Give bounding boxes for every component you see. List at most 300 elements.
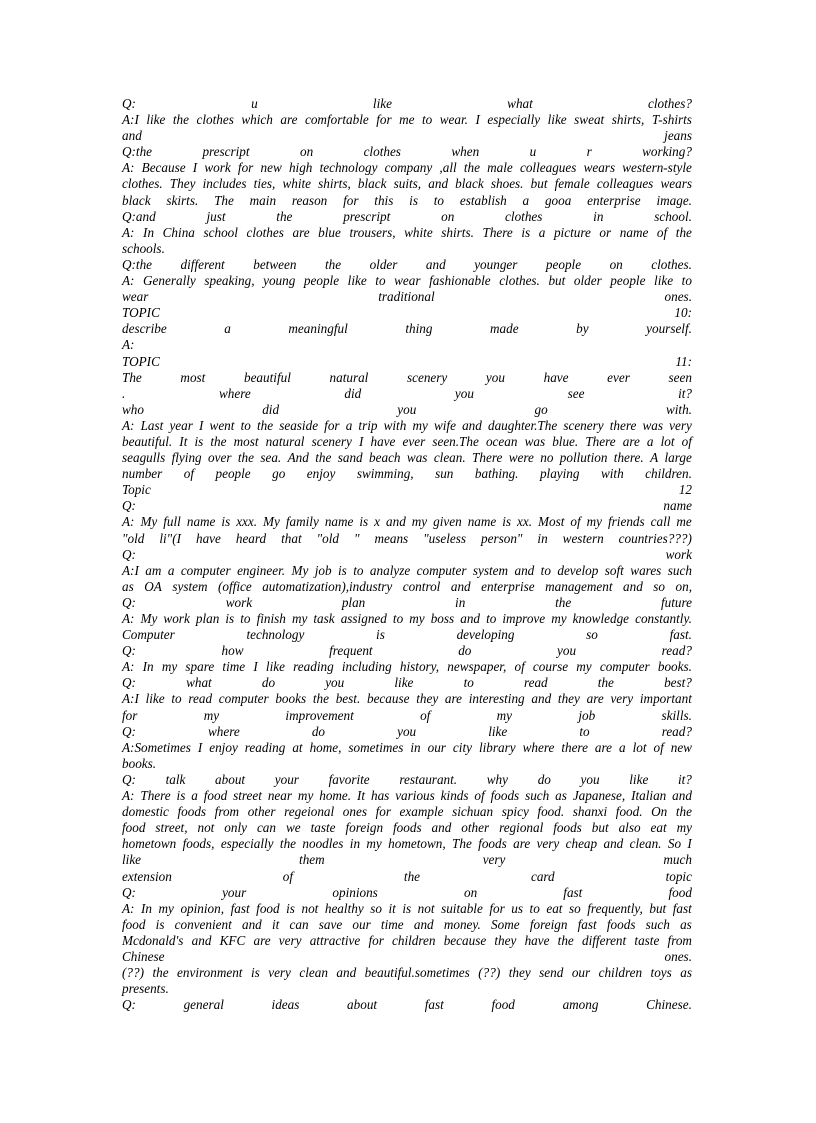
word: younger xyxy=(474,256,518,272)
text-line xyxy=(122,128,692,144)
word: improve xyxy=(502,611,546,626)
word: the xyxy=(557,932,574,948)
word: are xyxy=(292,224,310,240)
word: the xyxy=(324,256,342,272)
word: of xyxy=(570,514,581,530)
word: ones. xyxy=(664,289,692,305)
text-line xyxy=(122,144,692,160)
word: my xyxy=(551,611,567,626)
word: but xyxy=(591,820,609,836)
word: comfortable xyxy=(304,112,369,128)
text-line xyxy=(122,482,692,498)
word: young xyxy=(263,273,296,289)
word: of xyxy=(183,466,195,482)
word: image. xyxy=(656,192,692,208)
word: "old xyxy=(316,530,339,546)
word: means xyxy=(374,530,409,546)
word: regeional xyxy=(284,804,335,820)
word: picture xyxy=(553,224,591,240)
word: suits, xyxy=(393,176,422,192)
text-line xyxy=(122,611,692,627)
word: colleagues xyxy=(519,160,577,176)
word: of xyxy=(653,739,664,755)
word: Q: xyxy=(122,96,136,111)
word: daughter.The xyxy=(487,417,558,433)
word: a xyxy=(522,192,530,208)
text-line xyxy=(122,965,692,981)
word: and xyxy=(386,514,406,530)
word: was xyxy=(406,450,428,466)
word: countries???) xyxy=(618,530,692,546)
word: the xyxy=(256,417,274,433)
word: like xyxy=(654,273,674,289)
word: There xyxy=(585,433,616,449)
word: at xyxy=(292,739,303,755)
text-line xyxy=(122,434,692,450)
text-line xyxy=(122,96,692,112)
word: so xyxy=(370,900,382,916)
word: and xyxy=(672,788,692,804)
word: sea. xyxy=(260,450,282,466)
word: sichuan xyxy=(452,804,494,820)
word: so xyxy=(569,900,581,916)
word: they xyxy=(494,932,517,948)
word: from xyxy=(214,804,240,820)
word: interesting xyxy=(468,691,525,707)
word: you xyxy=(485,369,505,385)
word: name xyxy=(663,498,692,514)
word: like xyxy=(122,852,142,868)
word: the xyxy=(152,965,169,981)
word: with xyxy=(383,417,407,433)
word: children xyxy=(598,965,643,981)
word: over xyxy=(208,450,232,466)
word: computer xyxy=(218,691,269,707)
text-line xyxy=(122,852,692,868)
word: money. xyxy=(443,916,481,932)
word: work xyxy=(163,611,190,626)
word: I xyxy=(192,160,198,176)
word: A: xyxy=(122,273,135,289)
word: like xyxy=(146,112,166,128)
text-line xyxy=(122,901,692,917)
word: food xyxy=(256,900,280,916)
text-line xyxy=(122,273,692,289)
word: to xyxy=(240,611,251,626)
text-line xyxy=(122,724,692,740)
word: A: xyxy=(122,788,135,804)
word: was xyxy=(642,417,663,433)
word: beach xyxy=(369,450,401,466)
word: people xyxy=(303,273,340,289)
word: where xyxy=(218,385,251,401)
word: are xyxy=(253,932,271,948)
word: city xyxy=(452,739,472,755)
word: different xyxy=(582,932,627,948)
word: is xyxy=(194,433,204,449)
text-line xyxy=(122,836,692,852)
word: pollution xyxy=(559,450,608,466)
word: constantly. xyxy=(635,611,692,626)
word: is xyxy=(359,514,369,530)
word: TOPIC xyxy=(122,353,160,369)
word: from xyxy=(667,932,692,948)
word: books xyxy=(275,691,307,707)
word: frequent xyxy=(329,643,373,659)
word: topic xyxy=(665,868,692,884)
word: have xyxy=(195,530,221,546)
word: my xyxy=(297,788,314,804)
word: name xyxy=(324,514,354,530)
word: is xyxy=(502,514,512,530)
text-line xyxy=(122,579,692,595)
word: western xyxy=(562,530,604,546)
word: most xyxy=(233,433,259,449)
word: There xyxy=(482,224,513,240)
word: xx. xyxy=(517,514,533,530)
word: They xyxy=(169,176,196,192)
word: meaningful xyxy=(288,321,348,337)
word: Mcdonald's xyxy=(122,932,184,948)
word: older xyxy=(369,256,398,272)
word: Q: xyxy=(122,594,136,610)
word: has xyxy=(370,788,390,804)
word: who xyxy=(122,401,144,417)
word: of xyxy=(282,868,293,884)
word: is xyxy=(225,611,235,626)
word: like xyxy=(394,675,414,691)
word: eat xyxy=(546,900,563,916)
word: is xyxy=(338,562,347,578)
word: clean. xyxy=(629,836,662,852)
word: includes xyxy=(202,176,247,192)
word: Chinese. xyxy=(646,997,692,1013)
text-line xyxy=(122,772,692,788)
word: the xyxy=(315,450,332,466)
word: wear xyxy=(394,273,421,289)
word: foods xyxy=(393,820,422,836)
word: year xyxy=(169,417,193,433)
word: is xyxy=(521,224,531,240)
word: gooa xyxy=(544,192,572,208)
text-line xyxy=(122,402,692,418)
word: foods xyxy=(478,836,507,852)
word: like xyxy=(347,273,367,289)
word: like xyxy=(629,771,649,787)
word: to xyxy=(540,562,551,578)
text-line xyxy=(122,788,692,804)
word: Q: xyxy=(122,884,136,900)
word: with. xyxy=(665,401,692,417)
word: on xyxy=(609,256,623,272)
word: course xyxy=(532,659,569,675)
word: skirts. xyxy=(166,192,199,208)
word: wares xyxy=(630,562,662,578)
word: what xyxy=(186,675,212,691)
word: Q:the xyxy=(122,256,153,272)
word: went xyxy=(209,417,235,433)
word: other xyxy=(461,820,490,836)
word: ,all xyxy=(439,160,457,176)
text-line xyxy=(122,160,692,176)
word: as xyxy=(680,916,692,932)
word: computer xyxy=(599,659,650,675)
word: Q:and xyxy=(122,208,156,224)
word: knowledge xyxy=(572,611,630,626)
word: work xyxy=(204,160,231,176)
word: books. xyxy=(657,659,692,675)
word: for xyxy=(375,804,391,820)
word: plan xyxy=(341,594,366,610)
word: clean. xyxy=(433,450,466,466)
word: working? xyxy=(642,144,692,160)
word: including xyxy=(341,659,392,675)
word: computer xyxy=(180,562,231,578)
word: system xyxy=(172,578,208,594)
word: ties, xyxy=(253,176,276,192)
word: do xyxy=(261,675,276,691)
word: name xyxy=(619,224,649,240)
word: frequently, xyxy=(587,900,643,916)
word: clothes xyxy=(505,208,543,224)
word: food. xyxy=(615,804,643,820)
word: in xyxy=(455,594,466,610)
word: TOPIC xyxy=(122,305,160,321)
word: foods xyxy=(606,916,636,932)
text-line xyxy=(122,386,692,402)
word: time xyxy=(380,916,404,932)
word: food xyxy=(122,916,146,932)
word: seagulls xyxy=(122,450,166,466)
word: read? xyxy=(661,643,692,659)
word: 11: xyxy=(675,353,692,369)
text-line xyxy=(122,466,692,482)
word: a xyxy=(618,739,626,755)
word: white xyxy=(404,224,433,240)
word: food xyxy=(491,997,515,1013)
word: "useless xyxy=(423,530,467,546)
text-line xyxy=(122,949,692,965)
word: skills. xyxy=(661,707,692,723)
word: Q: xyxy=(122,997,136,1013)
word: large xyxy=(664,450,692,466)
word: did xyxy=(262,401,280,417)
word: they xyxy=(416,691,439,707)
word: traditional xyxy=(378,289,435,305)
word: your xyxy=(274,771,299,787)
word: scenery xyxy=(407,369,448,385)
word: enterprise xyxy=(587,192,641,208)
word: you xyxy=(325,675,345,691)
word: and xyxy=(462,417,482,433)
word: they xyxy=(508,965,531,981)
word: My xyxy=(140,611,158,626)
text-line xyxy=(122,531,692,547)
word: Japanese, xyxy=(572,788,626,804)
word: Because xyxy=(141,160,186,176)
word: black xyxy=(357,176,387,192)
word: different xyxy=(180,256,225,272)
word: Q: xyxy=(122,546,136,562)
word: foods xyxy=(490,788,520,804)
text-line xyxy=(122,659,692,675)
word: you xyxy=(580,771,600,787)
word: Last xyxy=(140,417,164,433)
word: yourself. xyxy=(646,321,692,337)
word: improvement xyxy=(285,707,354,723)
word: are xyxy=(622,433,640,449)
word: It xyxy=(179,433,188,449)
word: to xyxy=(486,611,497,626)
word: foreign xyxy=(529,916,568,932)
word: So xyxy=(667,836,682,852)
text-line: schools. xyxy=(122,240,165,256)
word: lot xyxy=(660,433,675,449)
word: between xyxy=(253,256,297,272)
word: name xyxy=(467,514,497,530)
word: have xyxy=(370,433,396,449)
word: the xyxy=(555,594,572,610)
word: and xyxy=(336,965,357,981)
word: in xyxy=(593,208,604,224)
word: A:I xyxy=(122,112,139,128)
word: of xyxy=(420,707,431,723)
word: the xyxy=(463,160,480,176)
word: a xyxy=(191,788,198,804)
text-line xyxy=(122,289,692,305)
word: In xyxy=(142,659,154,675)
word: company xyxy=(384,160,433,176)
text-line xyxy=(122,225,692,241)
word: A: xyxy=(122,224,135,240)
word: hometown xyxy=(122,836,177,852)
word: best? xyxy=(664,675,692,691)
word: There xyxy=(140,788,171,804)
word: my xyxy=(158,900,174,916)
word: which xyxy=(241,112,273,128)
word: to xyxy=(579,723,590,739)
word: fast xyxy=(424,997,444,1013)
word: foods xyxy=(553,820,582,836)
word: T-shirts xyxy=(651,112,692,128)
word: people xyxy=(545,256,582,272)
word: on xyxy=(441,208,455,224)
text-line xyxy=(122,370,692,386)
word: management xyxy=(545,578,613,594)
text-line xyxy=(122,563,692,579)
word: There xyxy=(472,450,503,466)
text-line xyxy=(122,514,692,530)
word: home. xyxy=(319,788,352,804)
word: me xyxy=(676,514,692,530)
word: x xyxy=(374,514,381,530)
word: is xyxy=(376,627,385,643)
word: there. xyxy=(613,450,644,466)
word: high xyxy=(288,160,313,176)
word: our xyxy=(352,916,371,932)
word: new xyxy=(260,160,282,176)
word: the xyxy=(210,433,227,449)
text-line xyxy=(122,595,692,611)
word: noodles xyxy=(302,836,344,852)
word: for xyxy=(324,417,340,433)
word: technology xyxy=(246,627,305,643)
word: my xyxy=(291,611,308,626)
word: like xyxy=(547,112,567,128)
word: develop xyxy=(557,562,599,578)
word: given xyxy=(433,514,462,530)
text-line xyxy=(122,675,692,691)
word: as xyxy=(122,578,134,594)
word: my xyxy=(411,514,428,530)
word: task xyxy=(313,611,335,626)
word: fast xyxy=(230,900,250,916)
word: I xyxy=(253,659,258,675)
word: sand xyxy=(337,450,363,466)
word: healthy xyxy=(324,900,364,916)
word: but xyxy=(548,273,566,289)
word: of xyxy=(474,788,485,804)
text-line xyxy=(122,820,692,836)
word: very xyxy=(536,836,560,852)
text-line: presents. xyxy=(122,981,169,997)
text-line xyxy=(122,321,692,337)
word: and xyxy=(191,932,212,948)
word: technology xyxy=(319,160,378,176)
word: flying xyxy=(171,450,202,466)
word: the xyxy=(597,675,614,691)
word: engineer. xyxy=(237,562,286,578)
word: where xyxy=(208,723,240,739)
word: or xyxy=(599,224,612,240)
text-line xyxy=(122,804,692,820)
word: about xyxy=(347,997,378,1013)
word: most xyxy=(180,369,206,385)
word: job xyxy=(578,707,596,723)
word: . xyxy=(122,385,126,401)
word: and xyxy=(450,578,471,594)
word: blue xyxy=(318,224,341,240)
word: playing xyxy=(539,466,580,482)
word: because xyxy=(443,932,487,948)
word: was xyxy=(524,433,546,449)
word: beautiful. xyxy=(122,433,173,449)
word: shirts, xyxy=(611,112,645,128)
word: to xyxy=(463,675,474,691)
text-line xyxy=(122,643,692,659)
word: important xyxy=(639,691,692,707)
word: street, xyxy=(155,820,188,836)
word: the xyxy=(403,868,421,884)
text-line xyxy=(122,257,692,273)
word: as xyxy=(555,788,567,804)
word: like xyxy=(265,659,285,675)
word: seaside xyxy=(279,417,319,433)
word: is xyxy=(250,965,260,981)
word: and xyxy=(413,916,434,932)
word: go xyxy=(272,466,286,482)
word: shirts. xyxy=(441,224,474,240)
word: of xyxy=(656,224,668,240)
word: A:I xyxy=(122,691,139,707)
word: is xyxy=(286,900,295,916)
word: foreign xyxy=(345,820,384,836)
word: you xyxy=(397,723,417,739)
word: Q: xyxy=(122,643,136,659)
word: A:Sometimes xyxy=(122,739,191,755)
word: seen.The xyxy=(432,433,479,449)
word: restaurant. xyxy=(399,771,458,787)
